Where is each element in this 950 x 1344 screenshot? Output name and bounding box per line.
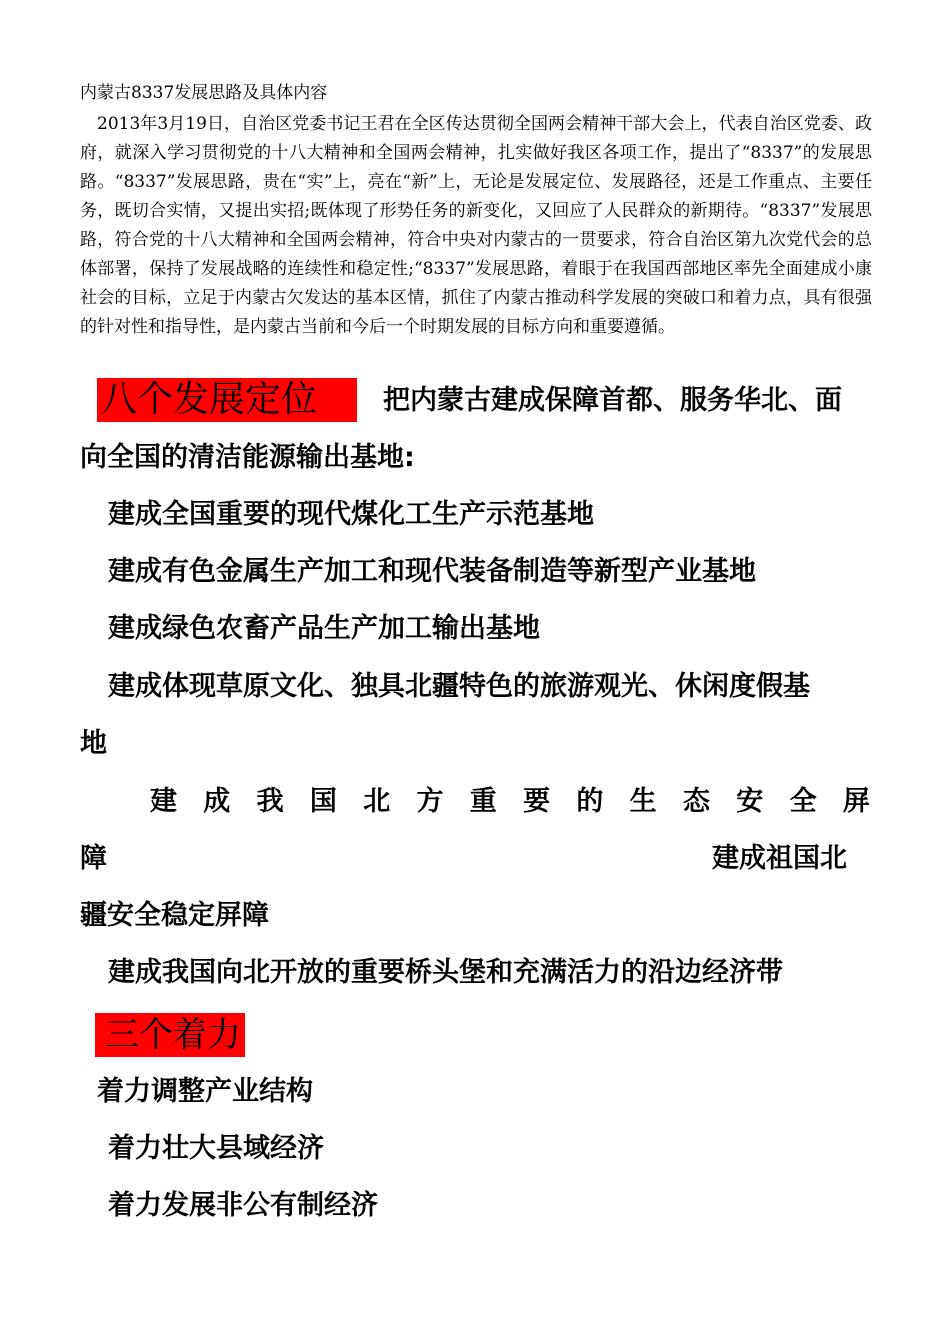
focus-item-3: 着力发展非公有制经济: [108, 1190, 378, 1221]
section-heading-eight-positions: [97, 378, 357, 422]
spread-char: 生: [629, 786, 657, 817]
section-heading-three-focuses-text: 三个着力: [105, 1015, 241, 1055]
position-item-8: 建成我国向北开放的重要桥头堡和充满活力的沿边经济带: [108, 957, 783, 988]
position-item-2: 建成全国重要的现代煤化工生产示范基地: [108, 499, 594, 530]
position-item-1-line-2: 向全国的清洁能源输出基地:: [80, 442, 415, 473]
focus-item-1: 着力调整产业结构: [97, 1076, 313, 1107]
spread-char: 屏: [842, 786, 870, 817]
position-item-4: 建成绿色农畜产品生产加工输出基地: [108, 613, 540, 644]
focus-item-2: 着力壮大县域经济: [108, 1133, 324, 1164]
position-item-3: 建成有色金属生产加工和现代装备制造等新型产业基地: [108, 556, 756, 587]
position-item-5-line-1: 建成体现草原文化、独具北疆特色的旅游观光、休闲度假基: [108, 671, 810, 702]
spread-char: 我: [256, 786, 284, 817]
position-item-7-line-1: 建成祖国北: [712, 843, 847, 874]
section-heading-eight-positions-text: 八个发展定位: [101, 379, 318, 420]
spread-char: 全: [789, 786, 817, 817]
intro-text: 2013年3月19日，自治区党委书记王君在全区传达贯彻全国两会精神干部大会上，代表自治区党委、政府，就深入学习贯彻党的十八大精神和全国两会精神，扎实做好我区各项工作，提出了“8337”的发展思路。“8337”发展思路，贵在“实”上，亮在“新”上，无论是发展定位、发展路径，还是工作重点、主要任务，既切合实情，又提出实招;既体现了形势任务的新变化，又回应了人民群众的新期待。“8337”发展思路，符合党的十八大精神和全国两会精神，符合中央对内蒙古的一贯要求，符合自治区第九次党代会的总体部署，保持了发展战略的连续性和稳定性;“8337”发展思路，着眼于在我国西部地区率先全面建成小康社会的目标，立足于内蒙古欠发达的基本区情，抓住了内蒙古推动科学发展的突破口和着力点，具有很强的针对性和指导性，是内蒙古当前和今后一个时期发展的目标方向和重要遵循。: [80, 114, 872, 337]
position-item-5-line-2: 地: [80, 728, 107, 759]
position-item-1-line-1: 把内蒙古建成保障首都、服务华北、面: [383, 385, 842, 416]
position-item-6-line-1: [150, 784, 870, 820]
spread-char: 国: [309, 786, 337, 817]
spread-char: 重: [469, 786, 497, 817]
position-item-7-line-2: 疆安全稳定屏障: [80, 900, 269, 931]
intro-paragraph: [80, 110, 872, 342]
section-heading-three-focuses: [95, 1013, 245, 1057]
spread-char: 安: [736, 786, 764, 817]
position-item-6-end: 障: [80, 843, 107, 874]
document-title: 内蒙古8337发展思路及具体内容: [80, 83, 328, 103]
spread-char: 成: [203, 786, 231, 817]
spread-char: 建: [150, 786, 177, 817]
spread-char: 态: [682, 786, 710, 817]
spread-char: 方: [416, 786, 444, 817]
spread-char: 北: [363, 786, 391, 817]
spread-char: 的: [576, 786, 604, 817]
spread-char: 要: [523, 786, 551, 817]
